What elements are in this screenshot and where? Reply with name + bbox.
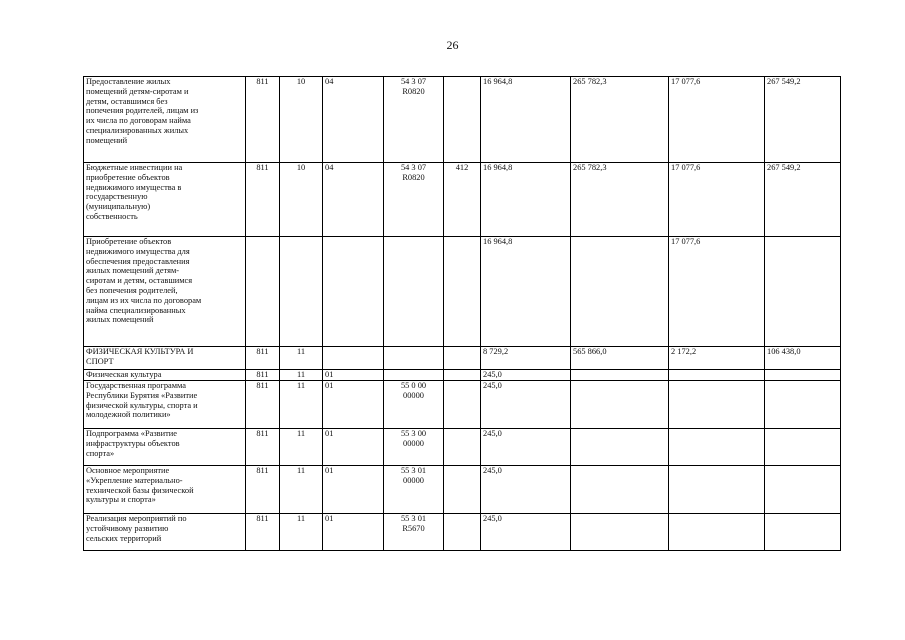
row-name: Реализация мероприятий по устойчивому развитию сельских территорий bbox=[86, 514, 187, 543]
amount-2-cell bbox=[571, 77, 669, 163]
expense-type-code-cell bbox=[444, 237, 481, 347]
grbs-code-cell bbox=[246, 237, 280, 347]
subsection-code: 01 bbox=[325, 381, 334, 390]
amount-1-cell bbox=[481, 347, 571, 370]
table-row bbox=[84, 514, 841, 551]
amount-1-cell bbox=[481, 429, 571, 466]
subsection-code-cell bbox=[323, 237, 384, 347]
row-name: Основное мероприятие «Укрепление материально- технической базы физической культуры и спорта» bbox=[86, 466, 194, 505]
amount-3-cell bbox=[669, 429, 765, 466]
table-row bbox=[84, 77, 841, 163]
expense-type-code: 412 bbox=[455, 163, 469, 172]
page-number: 26 bbox=[446, 38, 459, 52]
grbs-code-cell bbox=[246, 163, 280, 237]
grbs-code: 811 bbox=[256, 466, 269, 475]
amount-1-cell bbox=[481, 514, 571, 551]
amount-1: 245,0 bbox=[483, 429, 502, 438]
subsection-code-cell bbox=[323, 370, 384, 381]
amount-4: 267 549,2 bbox=[767, 163, 801, 172]
budget-table bbox=[83, 76, 841, 551]
row-name: ФИЗИЧЕСКАЯ КУЛЬТУРА И СПОРТ bbox=[86, 347, 194, 366]
amount-3-cell bbox=[669, 370, 765, 381]
target-article-code: 54 3 07 R0820 bbox=[400, 77, 427, 96]
row-name-cell bbox=[84, 429, 246, 466]
grbs-code: 811 bbox=[256, 347, 269, 356]
target-article-code-cell bbox=[384, 381, 444, 429]
amount-1-cell bbox=[481, 370, 571, 381]
amount-3-cell bbox=[669, 466, 765, 514]
expense-type-code-cell bbox=[444, 77, 481, 163]
row-name: Бюджетные инвестиции на приобретение объектов недвижимого имущества в государственную (муниципальную) собственность bbox=[86, 163, 183, 221]
amount-2-cell bbox=[571, 237, 669, 347]
section-code-cell bbox=[280, 347, 323, 370]
row-name-cell bbox=[84, 466, 246, 514]
subsection-code: 01 bbox=[325, 429, 334, 438]
amount-3-cell bbox=[669, 347, 765, 370]
amount-1-cell bbox=[481, 163, 571, 237]
row-name-cell bbox=[84, 347, 246, 370]
expense-type-code-cell bbox=[444, 347, 481, 370]
row-name-cell bbox=[84, 514, 246, 551]
subsection-code: 04 bbox=[325, 77, 334, 86]
row-name-cell bbox=[84, 381, 246, 429]
expense-type-code-cell bbox=[444, 429, 481, 466]
table-row bbox=[84, 163, 841, 237]
grbs-code-cell bbox=[246, 514, 280, 551]
amount-1-cell bbox=[481, 77, 571, 163]
grbs-code-cell bbox=[246, 347, 280, 370]
amount-4-cell bbox=[765, 466, 841, 514]
amount-2-cell bbox=[571, 370, 669, 381]
grbs-code: 811 bbox=[256, 77, 269, 86]
grbs-code: 811 bbox=[256, 163, 269, 172]
amount-4-cell bbox=[765, 514, 841, 551]
amount-1-cell bbox=[481, 466, 571, 514]
row-name-cell bbox=[84, 237, 246, 347]
amount-3: 17 077,6 bbox=[671, 163, 701, 172]
amount-4: 106 438,0 bbox=[767, 347, 801, 356]
grbs-code-cell bbox=[246, 370, 280, 381]
amount-2-cell bbox=[571, 429, 669, 466]
amount-1: 245,0 bbox=[483, 466, 502, 475]
amount-1-cell bbox=[481, 237, 571, 347]
subsection-code-cell bbox=[323, 163, 384, 237]
expense-type-code-cell bbox=[444, 370, 481, 381]
subsection-code: 01 bbox=[325, 466, 334, 475]
amount-3: 2 172,2 bbox=[671, 347, 697, 356]
subsection-code: 01 bbox=[325, 514, 334, 523]
row-name-cell bbox=[84, 163, 246, 237]
section-code-cell bbox=[280, 381, 323, 429]
subsection-code-cell bbox=[323, 381, 384, 429]
amount-4-cell bbox=[765, 347, 841, 370]
grbs-code-cell bbox=[246, 381, 280, 429]
amount-3-cell bbox=[669, 381, 765, 429]
section-code: 11 bbox=[296, 466, 306, 475]
amount-1-cell bbox=[481, 381, 571, 429]
row-name: Государственная программа Республики Бурятия «Развитие физической культуры, спорта и молодежной политики» bbox=[86, 381, 198, 420]
amount-4: 267 549,2 bbox=[767, 77, 801, 86]
row-name-cell bbox=[84, 77, 246, 163]
row-name: Приобретение объектов недвижимого имущества для обеспечения предоставления жилых помещений детям- сиротам и детям, оставшимся без попечения родителей, лицам из их числа по договорам найма специализированных жилых помещений bbox=[86, 237, 202, 325]
target-article-code-cell bbox=[384, 466, 444, 514]
amount-1: 16 964,8 bbox=[483, 237, 513, 246]
target-article-code-cell bbox=[384, 163, 444, 237]
grbs-code-cell bbox=[246, 466, 280, 514]
table-row bbox=[84, 237, 841, 347]
amount-2-cell bbox=[571, 466, 669, 514]
section-code: 10 bbox=[296, 163, 306, 172]
amount-4-cell bbox=[765, 381, 841, 429]
table-row bbox=[84, 466, 841, 514]
amount-1: 8 729,2 bbox=[483, 347, 509, 356]
amount-2: 265 782,3 bbox=[573, 163, 607, 172]
amount-4-cell bbox=[765, 77, 841, 163]
table-row bbox=[84, 370, 841, 381]
target-article-code: 55 3 01 00000 bbox=[400, 466, 427, 485]
section-code-cell bbox=[280, 237, 323, 347]
target-article-code-cell bbox=[384, 77, 444, 163]
target-article-code-cell bbox=[384, 370, 444, 381]
subsection-code-cell bbox=[323, 429, 384, 466]
grbs-code: 811 bbox=[256, 514, 269, 523]
expense-type-code-cell bbox=[444, 163, 481, 237]
expense-type-code-cell bbox=[444, 514, 481, 551]
section-code: 11 bbox=[296, 514, 306, 523]
section-code-cell bbox=[280, 466, 323, 514]
subsection-code: 04 bbox=[325, 163, 334, 172]
expense-type-code-cell bbox=[444, 466, 481, 514]
section-code: 11 bbox=[296, 370, 306, 379]
subsection-code-cell bbox=[323, 466, 384, 514]
grbs-code-cell bbox=[246, 77, 280, 163]
section-code: 11 bbox=[296, 347, 306, 356]
amount-1: 245,0 bbox=[483, 514, 502, 523]
amount-1: 245,0 bbox=[483, 370, 502, 379]
section-code: 10 bbox=[296, 77, 306, 86]
grbs-code-cell bbox=[246, 429, 280, 466]
amount-1: 16 964,8 bbox=[483, 77, 513, 86]
amount-3-cell bbox=[669, 237, 765, 347]
amount-4-cell bbox=[765, 237, 841, 347]
row-name-cell bbox=[84, 370, 246, 381]
target-article-code-cell bbox=[384, 237, 444, 347]
section-code-cell bbox=[280, 429, 323, 466]
amount-2: 565 866,0 bbox=[573, 347, 607, 356]
amount-3: 17 077,6 bbox=[671, 77, 701, 86]
table-row bbox=[84, 347, 841, 370]
section-code-cell bbox=[280, 163, 323, 237]
amount-2: 265 782,3 bbox=[573, 77, 607, 86]
amount-2-cell bbox=[571, 381, 669, 429]
amount-4-cell bbox=[765, 429, 841, 466]
section-code-cell bbox=[280, 370, 323, 381]
target-article-code: 55 3 01 R5670 bbox=[400, 514, 427, 533]
subsection-code-cell bbox=[323, 514, 384, 551]
subsection-code-cell bbox=[323, 347, 384, 370]
amount-2-cell bbox=[571, 163, 669, 237]
table-body bbox=[84, 77, 841, 551]
target-article-code: 55 3 00 00000 bbox=[400, 429, 427, 448]
target-article-code-cell bbox=[384, 347, 444, 370]
expense-type-code-cell bbox=[444, 381, 481, 429]
amount-2-cell bbox=[571, 347, 669, 370]
row-name: Физическая культура bbox=[86, 370, 162, 379]
section-code: 11 bbox=[296, 381, 306, 390]
amount-3-cell bbox=[669, 514, 765, 551]
target-article-code: 54 3 07 R0820 bbox=[400, 163, 427, 182]
amount-2-cell bbox=[571, 514, 669, 551]
target-article-code: 55 0 00 00000 bbox=[400, 381, 427, 400]
row-name: Подпрограмма «Развитие инфраструктуры объектов спорта» bbox=[86, 429, 180, 458]
grbs-code: 811 bbox=[256, 381, 269, 390]
subsection-code: 01 bbox=[325, 370, 334, 379]
grbs-code: 811 bbox=[256, 429, 269, 438]
section-code-cell bbox=[280, 77, 323, 163]
grbs-code: 811 bbox=[256, 370, 269, 379]
amount-1: 245,0 bbox=[483, 381, 502, 390]
target-article-code-cell bbox=[384, 429, 444, 466]
target-article-code-cell bbox=[384, 514, 444, 551]
table-row bbox=[84, 429, 841, 466]
section-code: 11 bbox=[296, 429, 306, 438]
amount-3-cell bbox=[669, 163, 765, 237]
amount-4-cell bbox=[765, 370, 841, 381]
table-row bbox=[84, 381, 841, 429]
amount-3-cell bbox=[669, 77, 765, 163]
section-code-cell bbox=[280, 514, 323, 551]
amount-4-cell bbox=[765, 163, 841, 237]
row-name: Предоставление жилых помещений детям-сиротам и детям, оставшимся без попечения родителей, лицам из их числа по договорам найма специализированных жилых помещений bbox=[86, 77, 199, 145]
amount-3: 17 077,6 bbox=[671, 237, 701, 246]
subsection-code-cell bbox=[323, 77, 384, 163]
amount-1: 16 964,8 bbox=[483, 163, 513, 172]
